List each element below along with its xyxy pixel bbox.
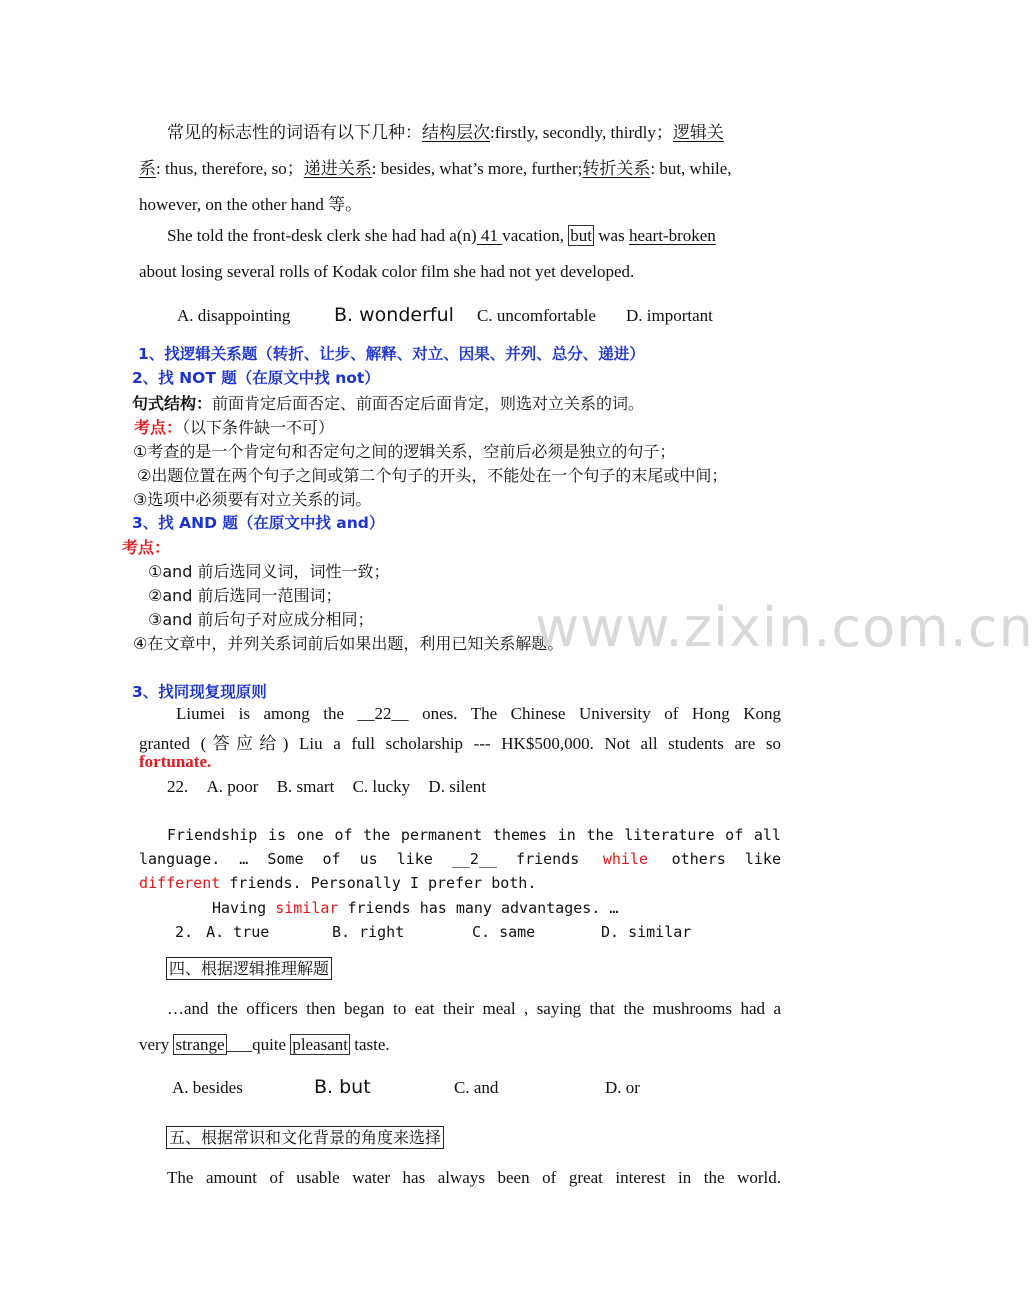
section3-points-label: 考点： — [122, 538, 171, 557]
section3-point-2: ②and 前后选同一范围词； — [148, 586, 342, 605]
section6-title: 五、根据常识和文化背景的角度来选择 — [166, 1126, 444, 1149]
keyword-contrast: 转折关系 — [582, 159, 651, 178]
passage-text: friends has many advantages. … — [347, 899, 619, 917]
passage-text: language. … Some of us like __2__ friends — [139, 850, 580, 868]
section1-heading: 1、找逻辑关系题（转折、让步、解释、对立、因果、并列、总分、递进） — [138, 345, 645, 363]
example1-option-b: B. wonderful — [334, 304, 454, 326]
intro-line-3: however, on the other hand 等。 — [139, 195, 363, 214]
option-a: A. poor — [206, 777, 259, 796]
option-c: C. lucky — [352, 777, 411, 796]
passage-text: others like — [671, 850, 781, 868]
passage-text: Friendship is one of the permanent themes in the literature of all — [167, 826, 781, 844]
option-b: B. smart — [276, 777, 335, 796]
intro-text: : but, while, — [650, 159, 732, 178]
structure-label: 句式结构： — [132, 394, 213, 413]
section4-line-2 — [139, 729, 781, 754]
section4-question — [167, 777, 486, 797]
intro-line-2 — [139, 154, 732, 179]
keyword-structure: 结构层次 — [422, 123, 490, 142]
option-a: A. true — [206, 923, 270, 941]
section2-structure — [132, 391, 644, 414]
example-text: was — [598, 226, 625, 245]
keyword-progressive: 递进关系 — [303, 159, 372, 178]
passage-text: …and the officers then began to eat their meal , saying that the mushrooms had a — [167, 999, 781, 1018]
section5-heading — [166, 956, 332, 979]
passage-text: granted (答应给) Liu a full scholarship --- HK$500,000. Not all students are so — [139, 734, 781, 753]
passage-text: taste. — [354, 1035, 390, 1054]
passage-text: friends. Personally I prefer both. — [229, 874, 537, 892]
highlight-similar: similar — [275, 899, 339, 917]
intro-text: :firstly, secondly, thirdly； — [490, 123, 673, 142]
section3-point-3: ③and 前后句子对应成分相同； — [148, 610, 374, 629]
example2-line-2 — [139, 850, 781, 868]
section4-fortunate: fortunate. — [139, 752, 212, 771]
question-number: 2. — [175, 923, 194, 941]
example2-question — [175, 923, 692, 941]
section6-line-1 — [167, 1168, 781, 1188]
section2-point-2: ②出题位置在两个句子之间或第二个句子的开头，不能处在一个句子的末尾或中间； — [137, 466, 728, 485]
section5-option-a: A. besides — [172, 1078, 243, 1097]
option-d: D. silent — [428, 777, 487, 796]
section5-title: 四、根据逻辑推理解题 — [166, 957, 332, 980]
example2-line-1 — [167, 826, 781, 844]
intro-text: 常见的标志性的词语有以下几种： — [167, 123, 422, 142]
highlight-different: different — [139, 874, 221, 892]
points-note: （以下条件缺一不可） — [182, 418, 335, 437]
example-text: vacation, — [502, 226, 565, 245]
option-b: B. right — [332, 923, 405, 941]
section3-point-1: ①and 前后选同义词，词性一致； — [148, 562, 390, 581]
structure-text: 前面肯定后面否定、前面否定后面肯定，则选对立关系的词。 — [212, 394, 645, 413]
passage-text: Liumei is among the __22__ ones. The Chinese University of Hong Kong — [176, 704, 781, 723]
boxed-word-pleasant: pleasant — [292, 1035, 349, 1054]
passage-text: The amount of usable water has always been of great interest in the world. — [167, 1168, 781, 1187]
section3-heading: 3、找 AND 题（在原文中找 and） — [132, 514, 385, 532]
example-text: She told the front-desk clerk she had had a(n) — [167, 226, 477, 245]
boxed-word-but: but — [570, 226, 593, 245]
intro-line-1 — [167, 118, 724, 143]
example1-option-c: C. uncomfortable — [477, 306, 596, 325]
option-d: D. similar — [601, 923, 692, 941]
passage-text: quite — [252, 1035, 287, 1054]
example2-line-3 — [139, 874, 536, 892]
highlight-while: while — [602, 850, 649, 868]
keyword-logic-cont: 系 — [139, 159, 156, 178]
section2-heading: 2、找 NOT 题（在原文中找 not） — [132, 369, 380, 387]
section4-heading: 3、找同现复现原则 — [132, 683, 267, 701]
option-c: C. same — [472, 923, 536, 941]
section5-option-b: B. but — [314, 1076, 371, 1098]
section2-points-label — [134, 415, 334, 438]
example2-line-4 — [212, 899, 618, 917]
blank-41: 41 — [476, 226, 503, 245]
section5-option-c: C. and — [454, 1078, 499, 1097]
passage-text: very — [139, 1035, 170, 1054]
example1-option-d: D. important — [626, 306, 713, 325]
section2-point-3: ③选项中必须要有对立关系的词。 — [133, 490, 372, 509]
section6-heading — [166, 1125, 444, 1148]
section5-line-2 — [139, 1035, 390, 1055]
boxed-word-strange: strange — [175, 1035, 225, 1054]
keyword-logic: 逻辑关 — [672, 123, 724, 142]
underlined-heart-broken: heart-broken — [628, 226, 716, 245]
watermark: www.zixin.com.cn — [535, 596, 1034, 659]
section4-line-1 — [176, 704, 781, 724]
passage-text: Having — [212, 899, 267, 917]
points-label: 考点： — [134, 418, 183, 437]
question-number: 22. — [167, 777, 189, 796]
blank: ___ — [226, 1035, 253, 1054]
example1-line-2: about losing several rolls of Kodak color film she had not yet developed. — [139, 262, 635, 281]
intro-text: : thus, therefore, so； — [156, 159, 304, 178]
example1-line-1 — [167, 226, 716, 246]
section3-point-4: ④在文章中，并列关系词前后如果出题，利用已知关系解题。 — [133, 634, 564, 653]
intro-text: : besides, what’s more, further; — [371, 159, 583, 178]
section5-option-d: D. or — [605, 1078, 640, 1097]
section5-line-1 — [167, 999, 781, 1019]
section2-point-1: ①考查的是一个肯定句和否定句之间的逻辑关系，空前后必须是独立的句子； — [133, 442, 676, 461]
example1-option-a: A. disappointing — [177, 306, 291, 325]
